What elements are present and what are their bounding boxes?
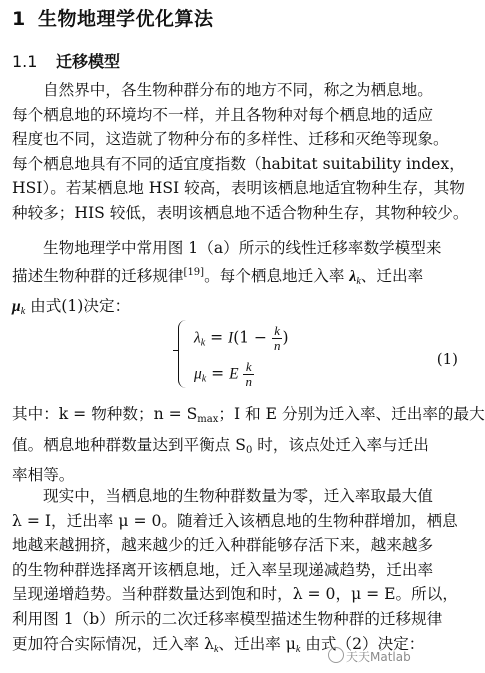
text-line: 生物地理学中常用图 1（a）所示的线性迁移率数学模型来 <box>43 239 442 257</box>
wechat-icon <box>328 647 344 663</box>
text-line: 值。栖息地种群数量达到平衡点 $S_0$ 时，该点处迁入率与迁出 <box>12 435 429 456</box>
text-line: 现实中，当栖息地的生物种群数量为零，迁入率取最大值 <box>43 487 433 505</box>
text-line: 更加符合实际情况，迁入率 $\lambda_k$、迁出率 $\mu_k$ 由式（2）决定： <box>12 634 425 655</box>
text-line: 呈现递增趋势。当种群数量达到饱和时，λ = 0，μ = E。所以， <box>12 585 458 604</box>
paragraph-quadratic-model <box>12 484 458 662</box>
text-line: 自然界中，各生物种群分布的地方不同，称之为栖息地。 <box>43 81 433 99</box>
text-line: 描述生物种群的迁移规律[19]。每个栖息地迁入率 $\lambda_k$、迁出率 <box>12 266 424 287</box>
equation-immigration: $\lambda_k = I(1$ − $\frac{k}{n}$ ) <box>194 323 289 353</box>
text-line: 每个栖息地具有不同的适宜度指数（habitat suitability index， <box>12 154 465 173</box>
text-line: 程度也不同，这造就了物种分布的多样性、迁移和灭绝等现象。 <box>12 130 449 149</box>
subsection-heading <box>12 49 120 72</box>
text-line: $\mu_k$ 由式(1)决定： <box>12 297 131 318</box>
paragraph-where <box>12 402 485 488</box>
text-line: HSI）。若某栖息地 HSI 较高，表明该栖息地适宜物种生存，其物 <box>12 179 465 198</box>
paragraph-habitat-intro <box>12 78 469 226</box>
text-line: 的生物种群选择离开该栖息地，迁入率呈现递减趋势，迁出率 <box>12 560 434 579</box>
text-line: 其中：k = 物种数；$n = S_{max}$；I 和 E 分别为迁入率、迁出率的最大 <box>12 405 485 425</box>
section-heading <box>12 4 214 31</box>
brace-symbol <box>178 320 187 388</box>
equation-1 <box>178 320 458 390</box>
text-line: 种较多；HIS 较低，表明该栖息地不适合物种生存，其物种较少。 <box>12 203 469 222</box>
text-line: 地越来越拥挤，越来越少的迁入种群能够存活下来，越来越多 <box>12 536 434 555</box>
section-number: 1 <box>12 8 26 30</box>
equation-number: (1) <box>436 350 458 368</box>
equation-emigration: $\mu_k = E$ $\frac{k}{n}$ <box>194 359 252 389</box>
text-line: 每个栖息地的环境均不一样，并且各物种对每个栖息地的适应 <box>12 105 434 124</box>
watermark: 天天Matlab <box>346 650 411 664</box>
text-line: 率相等。 <box>12 466 75 485</box>
subsection-title: 迁移模型 <box>56 52 121 71</box>
text-line: 利用图 1（b）所示的二次迁移率模型描述生物种群的迁移规律 <box>12 609 443 628</box>
subsection-number: 1.1 <box>12 52 38 71</box>
citation: [19] <box>183 266 205 278</box>
section-title: 生物地理学优化算法 <box>38 8 214 30</box>
text-line: λ = I，迁出率 μ = 0。随着迁入该栖息地的生物种群增加，栖息 <box>12 511 458 530</box>
paragraph-linear-model <box>12 236 458 325</box>
